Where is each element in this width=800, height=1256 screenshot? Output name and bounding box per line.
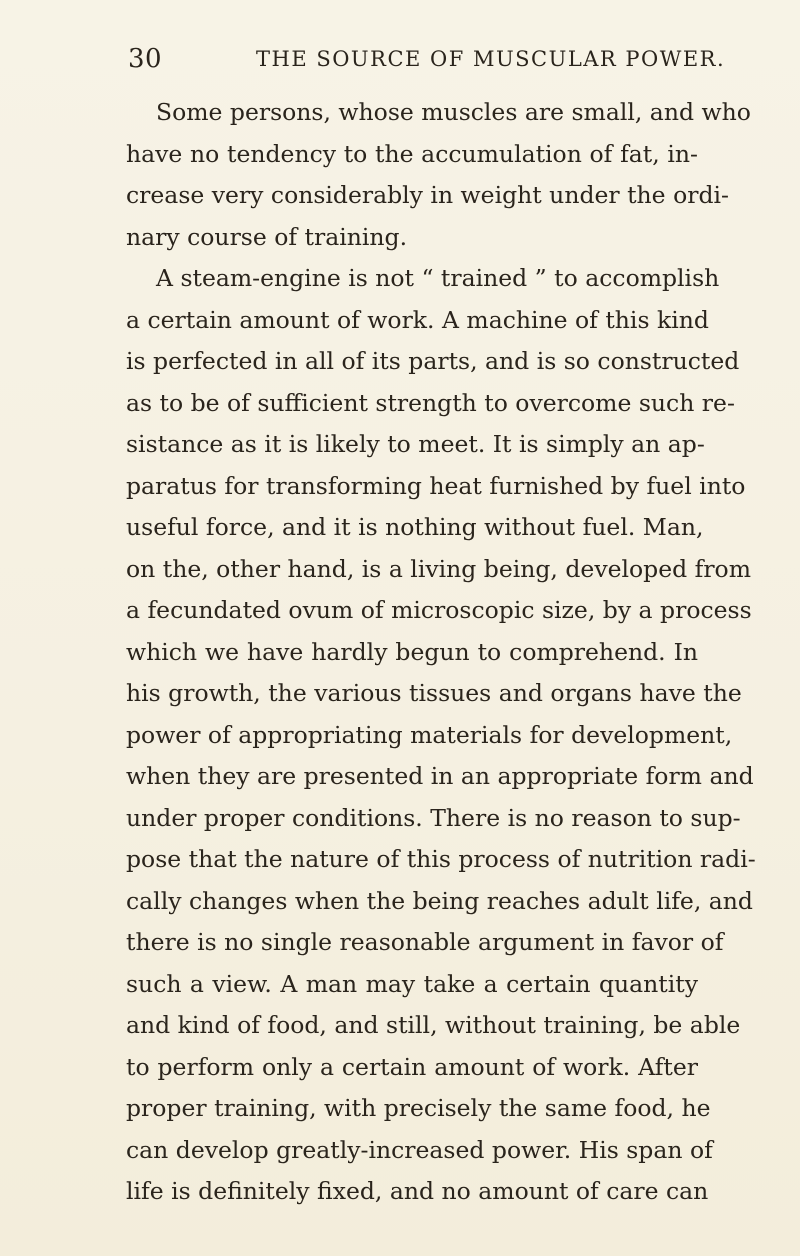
body-text [126, 92, 756, 1213]
text-line: have no tendency to the accumulation of fat, in- [126, 139, 698, 168]
text-line: when they are presented in an appropriate form and [126, 762, 754, 790]
running-title: THE SOURCE OF MUSCULAR POWER. [256, 47, 726, 71]
text-line: sistance as it is likely to meet. It is simply an ap- [126, 430, 705, 458]
text-line: to perform only a certain amount of work. After [126, 1052, 698, 1081]
text-line: and kind of food, and still, without training, be able [126, 1011, 741, 1039]
text-line: can develop greatly-increased power. His span of [126, 1135, 713, 1164]
text-line: pose that the nature of this process of nutrition radi- [126, 845, 756, 873]
page-header [0, 44, 800, 84]
text-line: crease very considerably in weight under the ordi- [126, 181, 729, 209]
page-number: 30 [128, 44, 163, 74]
text-line: such a view. A man may take a certain quantity [126, 969, 698, 998]
text-line: his growth, the various tissues and organs have the [126, 679, 742, 707]
text-line: power of appropriating materials for development, [126, 720, 733, 749]
text-line: there is no single reasonable argument in favor of [126, 928, 724, 956]
text-line: which we have hardly begun to comprehend. In [126, 637, 698, 666]
text-line: paratus for transforming heat furnished by fuel into [126, 471, 746, 500]
text-line: life is definitely fixed, and no amount of care can [126, 1177, 709, 1205]
text-line: under proper conditions. There is no reason to sup- [126, 803, 741, 832]
text-line: on the, other hand, is a living being, developed from [126, 554, 751, 583]
text-line: a certain amount of work. A machine of this kind [126, 305, 709, 334]
text-line: useful force, and it is nothing without fuel. Man, [126, 513, 704, 541]
text-line: Some persons, whose muscles are small, and who [156, 98, 751, 126]
text-line: a fecundated ovum of microscopic size, by a process [126, 596, 752, 624]
text-line: nary course of training. [126, 222, 408, 251]
text-line: proper training, with precisely the same food, he [126, 1094, 711, 1122]
text-line: as to be of sufficient strength to overcome such re- [126, 388, 735, 417]
text-line: cally changes when the being reaches adult life, and [126, 886, 753, 915]
text-line: is perfected in all of its parts, and is so constructed [126, 347, 740, 375]
text-line: A steam-engine is not “ trained ” to accomplish [156, 264, 720, 292]
